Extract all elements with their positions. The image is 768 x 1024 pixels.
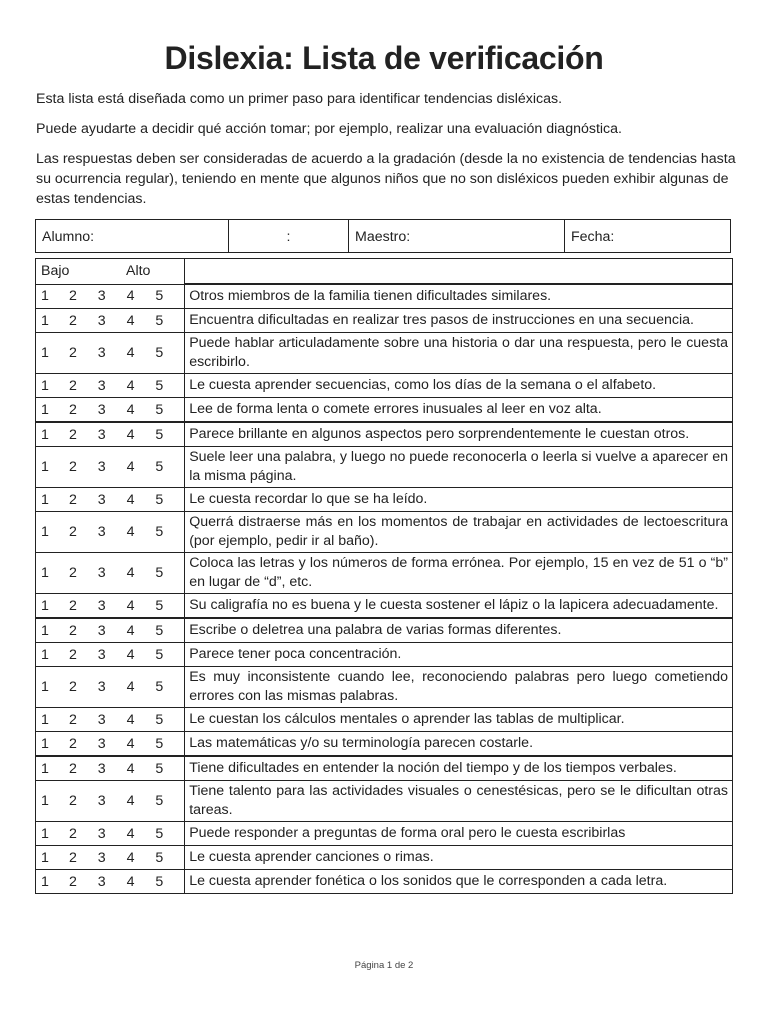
rating-option-2[interactable]: 2 — [69, 711, 77, 728]
rating-option-2[interactable]: 2 — [69, 646, 77, 663]
rating-scale — [36, 643, 185, 667]
rating-scale — [36, 781, 185, 822]
rating-option-2[interactable]: 2 — [69, 849, 77, 866]
rating-option-4[interactable]: 4 — [126, 401, 135, 418]
rating-option-1[interactable]: 1 — [41, 524, 49, 540]
rating-option-2[interactable]: 2 — [69, 312, 77, 329]
rating-option-3[interactable]: 3 — [97, 646, 106, 663]
rating-option-2[interactable]: 2 — [69, 873, 77, 890]
checklist-row — [36, 594, 733, 619]
checklist-row — [36, 284, 733, 309]
checklist-item-text: Le cuesta recordar lo que se ha leído. — [185, 488, 733, 512]
rating-option-5[interactable]: 5 — [155, 711, 164, 728]
scale-low-label: Bajo — [41, 263, 70, 280]
checklist-item-text: Tiene dificultades en entender la noción del tiempo y de los tiempos verbales. — [185, 756, 733, 781]
rating-option-4[interactable]: 4 — [126, 312, 135, 329]
rating-option-3[interactable]: 3 — [97, 524, 106, 540]
maestro-field[interactable]: Maestro: — [349, 220, 565, 252]
rating-option-4[interactable]: 4 — [126, 711, 135, 728]
rating-option-3[interactable]: 3 — [97, 735, 106, 752]
rating-option-1[interactable]: 1 — [41, 288, 49, 305]
checklist-item-text: Las matemáticas y/o su terminología parecen costarle. — [185, 732, 733, 757]
rating-option-1[interactable]: 1 — [41, 735, 49, 752]
rating-option-5[interactable]: 5 — [155, 849, 164, 866]
checklist-item-text: Coloca las letras y los números de forma errónea. Por ejemplo, 15 en vez de 51 o “b” en lugar de “d”, etc. — [185, 553, 733, 594]
checklist-row — [36, 333, 733, 374]
checklist-row — [36, 643, 733, 667]
rating-option-4[interactable]: 4 — [126, 377, 135, 394]
rating-option-1[interactable]: 1 — [41, 491, 49, 508]
rating-scale — [36, 756, 185, 781]
rating-option-5[interactable]: 5 — [155, 524, 164, 540]
rating-option-4[interactable]: 4 — [126, 760, 135, 777]
rating-option-5[interactable]: 5 — [155, 288, 164, 305]
checklist-item-text: Puede responder a preguntas de forma oral pero le cuesta escribirlas — [185, 822, 733, 846]
checklist-row — [36, 447, 733, 488]
rating-scale — [36, 374, 185, 398]
checklist-item-text: Es muy inconsistente cuando lee, reconociendo palabras pero luego cometiendo errores con las mismas palabras. — [185, 667, 733, 708]
rating-option-2[interactable]: 2 — [69, 825, 77, 842]
rating-scale — [36, 309, 185, 333]
rating-scale — [36, 512, 185, 553]
checklist-row — [36, 398, 733, 423]
rating-option-1[interactable]: 1 — [41, 849, 49, 866]
rating-option-5[interactable]: 5 — [155, 622, 164, 639]
rating-option-4[interactable]: 4 — [126, 288, 135, 305]
rating-option-1[interactable]: 1 — [41, 401, 49, 418]
rating-option-4[interactable]: 4 — [126, 426, 135, 443]
rating-option-2[interactable]: 2 — [69, 597, 77, 614]
rating-option-3[interactable]: 3 — [97, 793, 106, 809]
page-title: Dislexia: Lista de verificación — [164, 40, 604, 76]
rating-scale — [36, 732, 185, 757]
checklist-row — [36, 870, 733, 894]
rating-option-5[interactable]: 5 — [155, 491, 164, 508]
rating-option-1[interactable]: 1 — [41, 825, 49, 842]
rating-option-3[interactable]: 3 — [97, 345, 106, 361]
rating-option-4[interactable]: 4 — [126, 565, 135, 581]
checklist-item-text: Encuentra dificultadas en realizar tres pasos de instrucciones en una secuencia. — [185, 309, 733, 333]
rating-option-5[interactable]: 5 — [155, 597, 164, 614]
rating-option-5[interactable]: 5 — [155, 679, 164, 695]
rating-option-3[interactable]: 3 — [97, 622, 106, 639]
checklist-row — [36, 822, 733, 846]
rating-option-1[interactable]: 1 — [41, 426, 49, 443]
rating-option-2[interactable]: 2 — [69, 426, 77, 443]
rating-option-3[interactable]: 3 — [97, 312, 106, 329]
rating-option-4[interactable]: 4 — [126, 459, 135, 475]
alumno-field[interactable]: Alumno: — [36, 220, 229, 252]
rating-option-4[interactable]: 4 — [126, 597, 135, 614]
checklist-item-text: Parece brillante en algunos aspectos pero sorprendentemente le cuestan otros. — [185, 422, 733, 447]
scale-high-label: Alto — [126, 263, 151, 280]
rating-option-2[interactable]: 2 — [69, 679, 77, 695]
checklist-item-text: Parece tener poca concentración. — [185, 643, 733, 667]
checklist-row — [36, 374, 733, 398]
rating-option-2[interactable]: 2 — [69, 793, 77, 809]
checklist-item-text: Suele leer una palabra, y luego no puede reconocerla o leerla si vuelve a aparecer en la misma página. — [185, 447, 733, 488]
rating-option-3[interactable]: 3 — [97, 849, 106, 866]
rating-option-4[interactable]: 4 — [126, 793, 135, 809]
alumno-field-extra[interactable]: : — [229, 220, 349, 252]
rating-option-3[interactable]: 3 — [97, 760, 106, 777]
checklist-row — [36, 512, 733, 553]
rating-option-2[interactable]: 2 — [69, 565, 77, 581]
rating-scale — [36, 398, 185, 423]
rating-option-4[interactable]: 4 — [126, 873, 135, 890]
intro-paragraph-3: Las respuestas deben ser consideradas de acuerdo a la gradación (desde la no existencia de tendencias hasta su ocurrencia regular), teniendo en mente que algunos niños que no son disléxicos pueden exhibir algunas de estas tendencias. — [36, 151, 736, 207]
rating-option-5[interactable]: 5 — [155, 377, 164, 394]
checklist-row — [36, 756, 733, 781]
rating-option-3[interactable]: 3 — [97, 565, 106, 581]
checklist-table — [35, 258, 733, 894]
rating-option-1[interactable]: 1 — [41, 646, 49, 663]
rating-option-2[interactable]: 2 — [69, 288, 77, 305]
rating-scale — [36, 422, 185, 447]
rating-option-1[interactable]: 1 — [41, 459, 49, 475]
rating-option-3[interactable]: 3 — [97, 679, 106, 695]
rating-option-2[interactable]: 2 — [69, 401, 77, 418]
rating-option-4[interactable]: 4 — [126, 679, 135, 695]
checklist-item-text: Le cuesta aprender secuencias, como los días de la semana o el alfabeto. — [185, 374, 733, 398]
rating-option-2[interactable]: 2 — [69, 760, 77, 777]
checklist-row — [36, 422, 733, 447]
rating-option-4[interactable]: 4 — [126, 825, 135, 842]
rating-option-1[interactable]: 1 — [41, 565, 49, 581]
rating-option-1[interactable]: 1 — [41, 760, 49, 777]
checklist-item-text: Querrá distraerse más en los momentos de trabajar en actividades de lectoescritura (por ejemplo, pedir ir al baño). — [185, 512, 733, 553]
checklist-item-text: Lee de forma lenta o comete errores inusuales al leer en voz alta. — [185, 398, 733, 423]
checklist-item-text: Tiene talento para las actividades visuales o cenestésicas, pero se le dificultan otras tareas. — [185, 781, 733, 822]
rating-option-4[interactable]: 4 — [126, 735, 135, 752]
rating-option-5[interactable]: 5 — [155, 426, 164, 443]
rating-option-3[interactable]: 3 — [97, 459, 106, 475]
checklist-row — [36, 667, 733, 708]
checklist-item-text: Otros miembros de la familia tienen dificultades similares. — [185, 284, 733, 309]
intro-paragraph-2: Puede ayudarte a decidir qué acción tomar; por ejemplo, realizar una evaluación diagnóstica. — [36, 121, 622, 137]
rating-scale — [36, 870, 185, 894]
rating-option-5[interactable]: 5 — [155, 401, 164, 418]
rating-option-1[interactable]: 1 — [41, 377, 49, 394]
rating-option-5[interactable]: 5 — [155, 345, 164, 361]
rating-option-2[interactable]: 2 — [69, 735, 77, 752]
checklist-item-text: Le cuestan los cálculos mentales o aprender las tablas de multiplicar. — [185, 708, 733, 732]
rating-option-3[interactable]: 3 — [97, 491, 106, 508]
student-info-row — [35, 219, 731, 253]
rating-option-2[interactable]: 2 — [69, 622, 77, 639]
rating-option-5[interactable]: 5 — [155, 565, 164, 581]
rating-option-1[interactable]: 1 — [41, 793, 49, 809]
rating-scale — [36, 553, 185, 594]
checklist-item-text: Su caligrafía no es buena y le cuesta sostener el lápiz o la lapicera adecuadamente. — [185, 594, 733, 619]
rating-option-1[interactable]: 1 — [41, 345, 49, 361]
checklist-row — [36, 708, 733, 732]
rating-option-1[interactable]: 1 — [41, 312, 49, 329]
checklist-row — [36, 553, 733, 594]
rating-option-5[interactable]: 5 — [155, 873, 164, 890]
rating-option-1[interactable]: 1 — [41, 711, 49, 728]
rating-option-1[interactable]: 1 — [41, 597, 49, 614]
scale-header-row — [36, 259, 733, 285]
rating-option-1[interactable]: 1 — [41, 679, 49, 695]
rating-option-4[interactable]: 4 — [126, 646, 135, 663]
rating-scale — [36, 594, 185, 619]
rating-scale — [36, 488, 185, 512]
rating-scale — [36, 447, 185, 488]
rating-option-5[interactable]: 5 — [155, 735, 164, 752]
rating-option-4[interactable]: 4 — [126, 345, 135, 361]
rating-option-5[interactable]: 5 — [155, 760, 164, 777]
rating-option-3[interactable]: 3 — [97, 597, 106, 614]
rating-option-5[interactable]: 5 — [155, 646, 164, 663]
rating-option-2[interactable]: 2 — [69, 491, 77, 508]
rating-option-3[interactable]: 3 — [97, 426, 106, 443]
intro-paragraph-1: Esta lista está diseñada como un primer paso para identificar tendencias disléxicas. — [36, 91, 563, 107]
rating-scale — [36, 846, 185, 870]
rating-option-4[interactable]: 4 — [126, 491, 135, 508]
rating-option-3[interactable]: 3 — [97, 711, 106, 728]
rating-option-4[interactable]: 4 — [126, 849, 135, 866]
rating-scale — [36, 618, 185, 643]
rating-option-2[interactable]: 2 — [69, 459, 77, 475]
rating-scale — [36, 822, 185, 846]
rating-option-5[interactable]: 5 — [155, 793, 164, 809]
rating-option-4[interactable]: 4 — [126, 524, 135, 540]
rating-option-2[interactable]: 2 — [69, 377, 77, 394]
checklist-row — [36, 488, 733, 512]
checklist-row — [36, 781, 733, 822]
rating-option-5[interactable]: 5 — [155, 459, 164, 475]
checklist-item-text: Le cuesta aprender canciones o rimas. — [185, 846, 733, 870]
checklist-row — [36, 309, 733, 333]
checklist-row — [36, 846, 733, 870]
rating-scale — [36, 708, 185, 732]
rating-scale — [36, 333, 185, 374]
rating-option-1[interactable]: 1 — [41, 622, 49, 639]
checklist-item-text: Escribe o deletrea una palabra de varias formas diferentes. — [185, 618, 733, 643]
rating-option-2[interactable]: 2 — [69, 345, 77, 361]
rating-option-3[interactable]: 3 — [97, 377, 106, 394]
rating-option-5[interactable]: 5 — [155, 312, 164, 329]
rating-scale — [36, 667, 185, 708]
checklist-item-text: Puede hablar articuladamente sobre una historia o dar una respuesta, pero le cuesta escribirlo. — [185, 333, 733, 374]
rating-option-1[interactable]: 1 — [41, 873, 49, 890]
rating-scale — [36, 284, 185, 309]
header-blank-cell — [185, 259, 733, 285]
page-footer: Página 1 de 2 — [354, 960, 414, 971]
checklist-item-text: Le cuesta aprender fonética o los sonidos que le corresponden a cada letra. — [185, 870, 733, 894]
rating-option-3[interactable]: 3 — [97, 288, 106, 305]
rating-option-2[interactable]: 2 — [69, 524, 77, 540]
checklist-row — [36, 732, 733, 757]
rating-option-5[interactable]: 5 — [155, 825, 164, 842]
rating-option-3[interactable]: 3 — [97, 873, 106, 890]
rating-option-4[interactable]: 4 — [126, 622, 135, 639]
scale-header — [36, 259, 185, 285]
rating-option-3[interactable]: 3 — [97, 401, 106, 418]
checklist-row — [36, 618, 733, 643]
rating-option-3[interactable]: 3 — [97, 825, 106, 842]
fecha-field[interactable]: Fecha: — [571, 229, 615, 245]
